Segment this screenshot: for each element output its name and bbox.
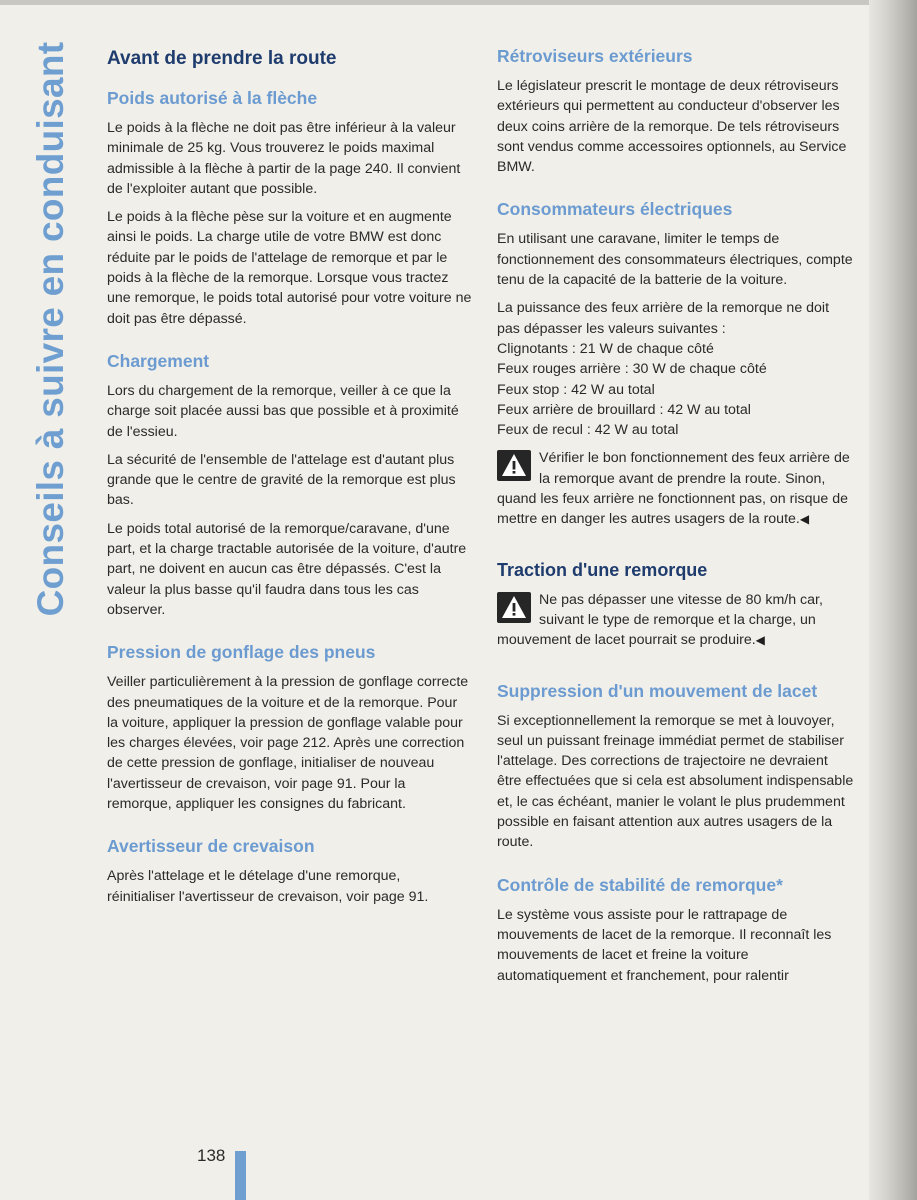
paragraph: En utilisant une caravane, limiter le temps de fonctionnement des consommateurs électriques, compte tenu de la capacité de la batterie de la voiture. xyxy=(497,231,853,289)
page-title: Avant de prendre la route xyxy=(107,48,337,69)
section-heading: Suppression d'un mouvement de lacet xyxy=(497,680,818,701)
section-traction-remorque xyxy=(497,560,855,659)
section-heading: Consommateurs électriques xyxy=(497,199,733,220)
section-heading: Avertisseur de crevaison xyxy=(107,836,315,857)
warning-note xyxy=(497,590,855,651)
section-pression-pneus xyxy=(107,642,472,814)
warning-text: Vérifier le bon fonctionnement des feux arrière de la remorque avant de prendre la route. Sinon, quand les feux arrière ne fonctionnent pas, on risque de mettre en danger les autres usagers de la route. xyxy=(497,450,850,528)
end-mark-icon: ◀ xyxy=(799,512,810,527)
section-heading: Rétroviseurs extérieurs xyxy=(497,46,693,66)
section-heading: Poids autorisé à la flèche xyxy=(107,88,318,108)
page-top-edge xyxy=(0,0,917,5)
paragraph xyxy=(497,298,855,440)
warning-note xyxy=(497,448,855,529)
paragraph: La sécurité de l'ensemble de l'attelage est d'autant plus grande que le centre de gravité de la remorque est plus bas. xyxy=(107,451,456,509)
paragraph: Le poids total autorisé de la remorque/caravane, d'une part, et la charge tractable autorisée de la voiture, d'autre part, ne doivent en aucun cas être dépassés. C'est la valeur la plus basse qu'il faudra dans tous les cas observer. xyxy=(107,520,467,618)
section-mouvement-lacet xyxy=(497,681,855,853)
page-binding-shadow xyxy=(869,0,917,1200)
power-line-brouillard: Feux arrière de brouillard : 42 W au total xyxy=(497,401,751,418)
paragraph: Le législateur prescrit le montage de deux rétroviseurs extérieurs qui permettent au conducteur d'observer les deux coins arrière de la remorque. De tels rétroviseurs sont vendus comme accessoires optionnels, au Service BMW. xyxy=(497,78,847,176)
power-line-recul: Feux de recul : 42 W au total xyxy=(497,422,679,439)
section-consommateurs-electriques xyxy=(497,199,855,537)
section-heading: Traction d'une remorque xyxy=(497,559,708,580)
paragraph: Le système vous assiste pour le rattrapage de mouvements de lacet de la remorque. Il reconnaît les mouvements de lacet et freine la voiture automatiquement et franchement, pour ralentir xyxy=(497,906,832,984)
paragraph: Après l'attelage et le dételage d'une remorque, réinitialiser l'avertisseur de crevaison, voir page 91. xyxy=(107,868,429,905)
paragraph: Lors du chargement de la remorque, veiller à ce que la charge soit placée aussi bas que possible et à proximité de l'essieu. xyxy=(107,382,459,440)
chapter-side-tab xyxy=(22,42,80,617)
paragraph: Le poids à la flèche pèse sur la voiture et en augmente ainsi le poids. La charge utile de votre BMW est donc réduite par le poids de l'attelage de remorque et par le poids à la flèche de la remorque. Lorsque vous tractez une remorque, le poids total autorisé pour votre voiture ne doit pas être dépassé. xyxy=(107,209,472,327)
page-number-bar xyxy=(235,1151,246,1200)
warning-triangle-icon xyxy=(497,450,531,481)
end-mark-icon: ◀ xyxy=(755,633,765,648)
section-retroviseurs xyxy=(497,46,855,177)
chapter-title: Conseils à suivre en conduisant xyxy=(30,41,71,617)
warning-triangle-icon xyxy=(497,592,531,623)
section-chargement xyxy=(107,351,472,620)
section-controle-stabilite xyxy=(497,875,855,986)
section-heading: Pression de gonflage des pneus xyxy=(107,642,376,663)
paragraph: Veiller particulièrement à la pression de gonflage correcte des pneumatiques de la voiture et de la remorque. Pour la voiture, appliquer la pression de gonflage valable pour les charges élevées, voir page 212. Après une correction de cette pression de gonflage, initialiser de nouveau l'avertisseur de crevaison, voir page 91. Pour la remorque, appliquer les consignes du fabricant. xyxy=(107,674,469,813)
power-line-clignotants: Clignotants : 21 W de chaque côté xyxy=(497,340,714,357)
right-column xyxy=(497,46,855,1008)
section-heading: Chargement xyxy=(107,350,210,371)
page-number: 138 xyxy=(197,1146,226,1165)
section-heading: Contrôle de stabilité de remorque* xyxy=(497,874,783,895)
power-line-feux-rouges: Feux rouges arrière : 30 W de chaque côté xyxy=(497,361,767,378)
warning-text: Ne pas dépasser une vitesse de 80 km/h car, suivant le type de remorque et la charge, un mouvement de lacet pourrait se produire. xyxy=(497,591,823,649)
section-poids-fleche xyxy=(107,88,472,329)
paragraph: Le poids à la flèche ne doit pas être inférieur à la valeur minimale de 25 kg. Vous trouverez le poids maximal admissible à la flèche à partir de la page 240. Il convient de l'exploiter autant que possible. xyxy=(107,120,461,197)
power-line-feux-stop: Feux stop : 42 W au total xyxy=(497,381,655,398)
section-avertisseur-crevaison xyxy=(107,836,472,907)
left-column xyxy=(107,46,472,929)
paragraph: Si exceptionnellement la remorque se met à louvoyer, seul un puissant freinage immédiat permet de stabiliser l'attelage. Des corrections de trajectoire ne devraient être effectuées que si cela est absolument indispensable et, le cas échéant, manier le volant le plus prudemment possible en faisant attention aux autres usagers de la route. xyxy=(497,712,854,851)
paragraph-intro: La puissance des feux arrière de la remorque ne doit pas dépasser les valeurs suivantes : xyxy=(497,300,830,337)
